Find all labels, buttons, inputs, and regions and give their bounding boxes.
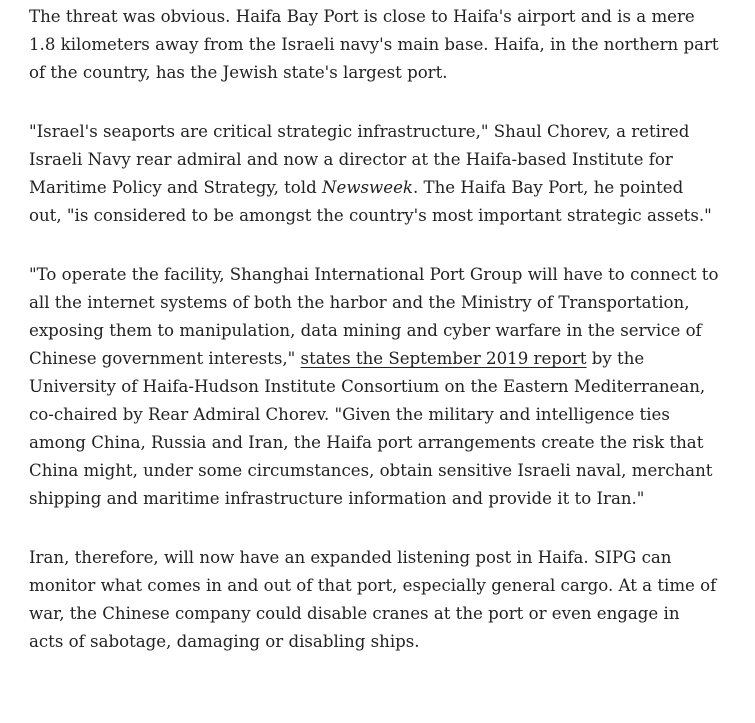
report-link[interactable]: states the September 2019 report bbox=[300, 349, 587, 368]
paragraph-text: "To operate the facility, Shanghai International Port Group will have to connect to all the internet systems of both the harbor and the Ministry of Transportation, exposing them to manipulation, data mining and cyber warfare in the service of Chinese government interests," bbox=[29, 265, 719, 368]
paragraph-text: . The Haifa Bay Port, he pointed out, "is considered to be amongst the country's most important strategic assets." bbox=[29, 178, 712, 225]
publication-name: Newsweek bbox=[322, 178, 413, 197]
paragraph-threat: The threat was obvious. Haifa Bay Port is close to Haifa's airport and is a mere 1.8 kilometers away from the Israeli navy's main base. Haifa, in the northern part of the country, has the Jewish state's largest port. bbox=[29, 7, 719, 82]
paragraph-chorev-quote bbox=[29, 118, 719, 230]
paragraph-text: "Israel's seaports are critical strategic infrastructure," Shaul Chorev, a retired Israeli Navy rear admiral and now a director at the Haifa-based Institute for Maritime Policy and Strategy, told bbox=[29, 122, 690, 197]
paragraph-iran-listening-post: Iran, therefore, will now have an expanded listening post in Haifa. SIPG can monitor what comes in and out of that port, especially general cargo. At a time of war, the Chinese company could disable cranes at the port or even engage in acts of sabotage, damaging or disabling ships. bbox=[29, 548, 717, 651]
paragraph-report-quote bbox=[29, 261, 719, 513]
paragraph-text: by the University of Haifa-Hudson Institute Consortium on the Eastern Mediterranean, co-chaired by Rear Admiral Chorev. "Given the military and intelligence ties among China, Russia and Iran, the Haifa port arrangements create the risk that China might, under some circumstances, obtain sensitive Israeli naval, merchant shipping and maritime infrastructure information and provide it to Iran." bbox=[29, 349, 713, 508]
article-body bbox=[29, 3, 719, 687]
